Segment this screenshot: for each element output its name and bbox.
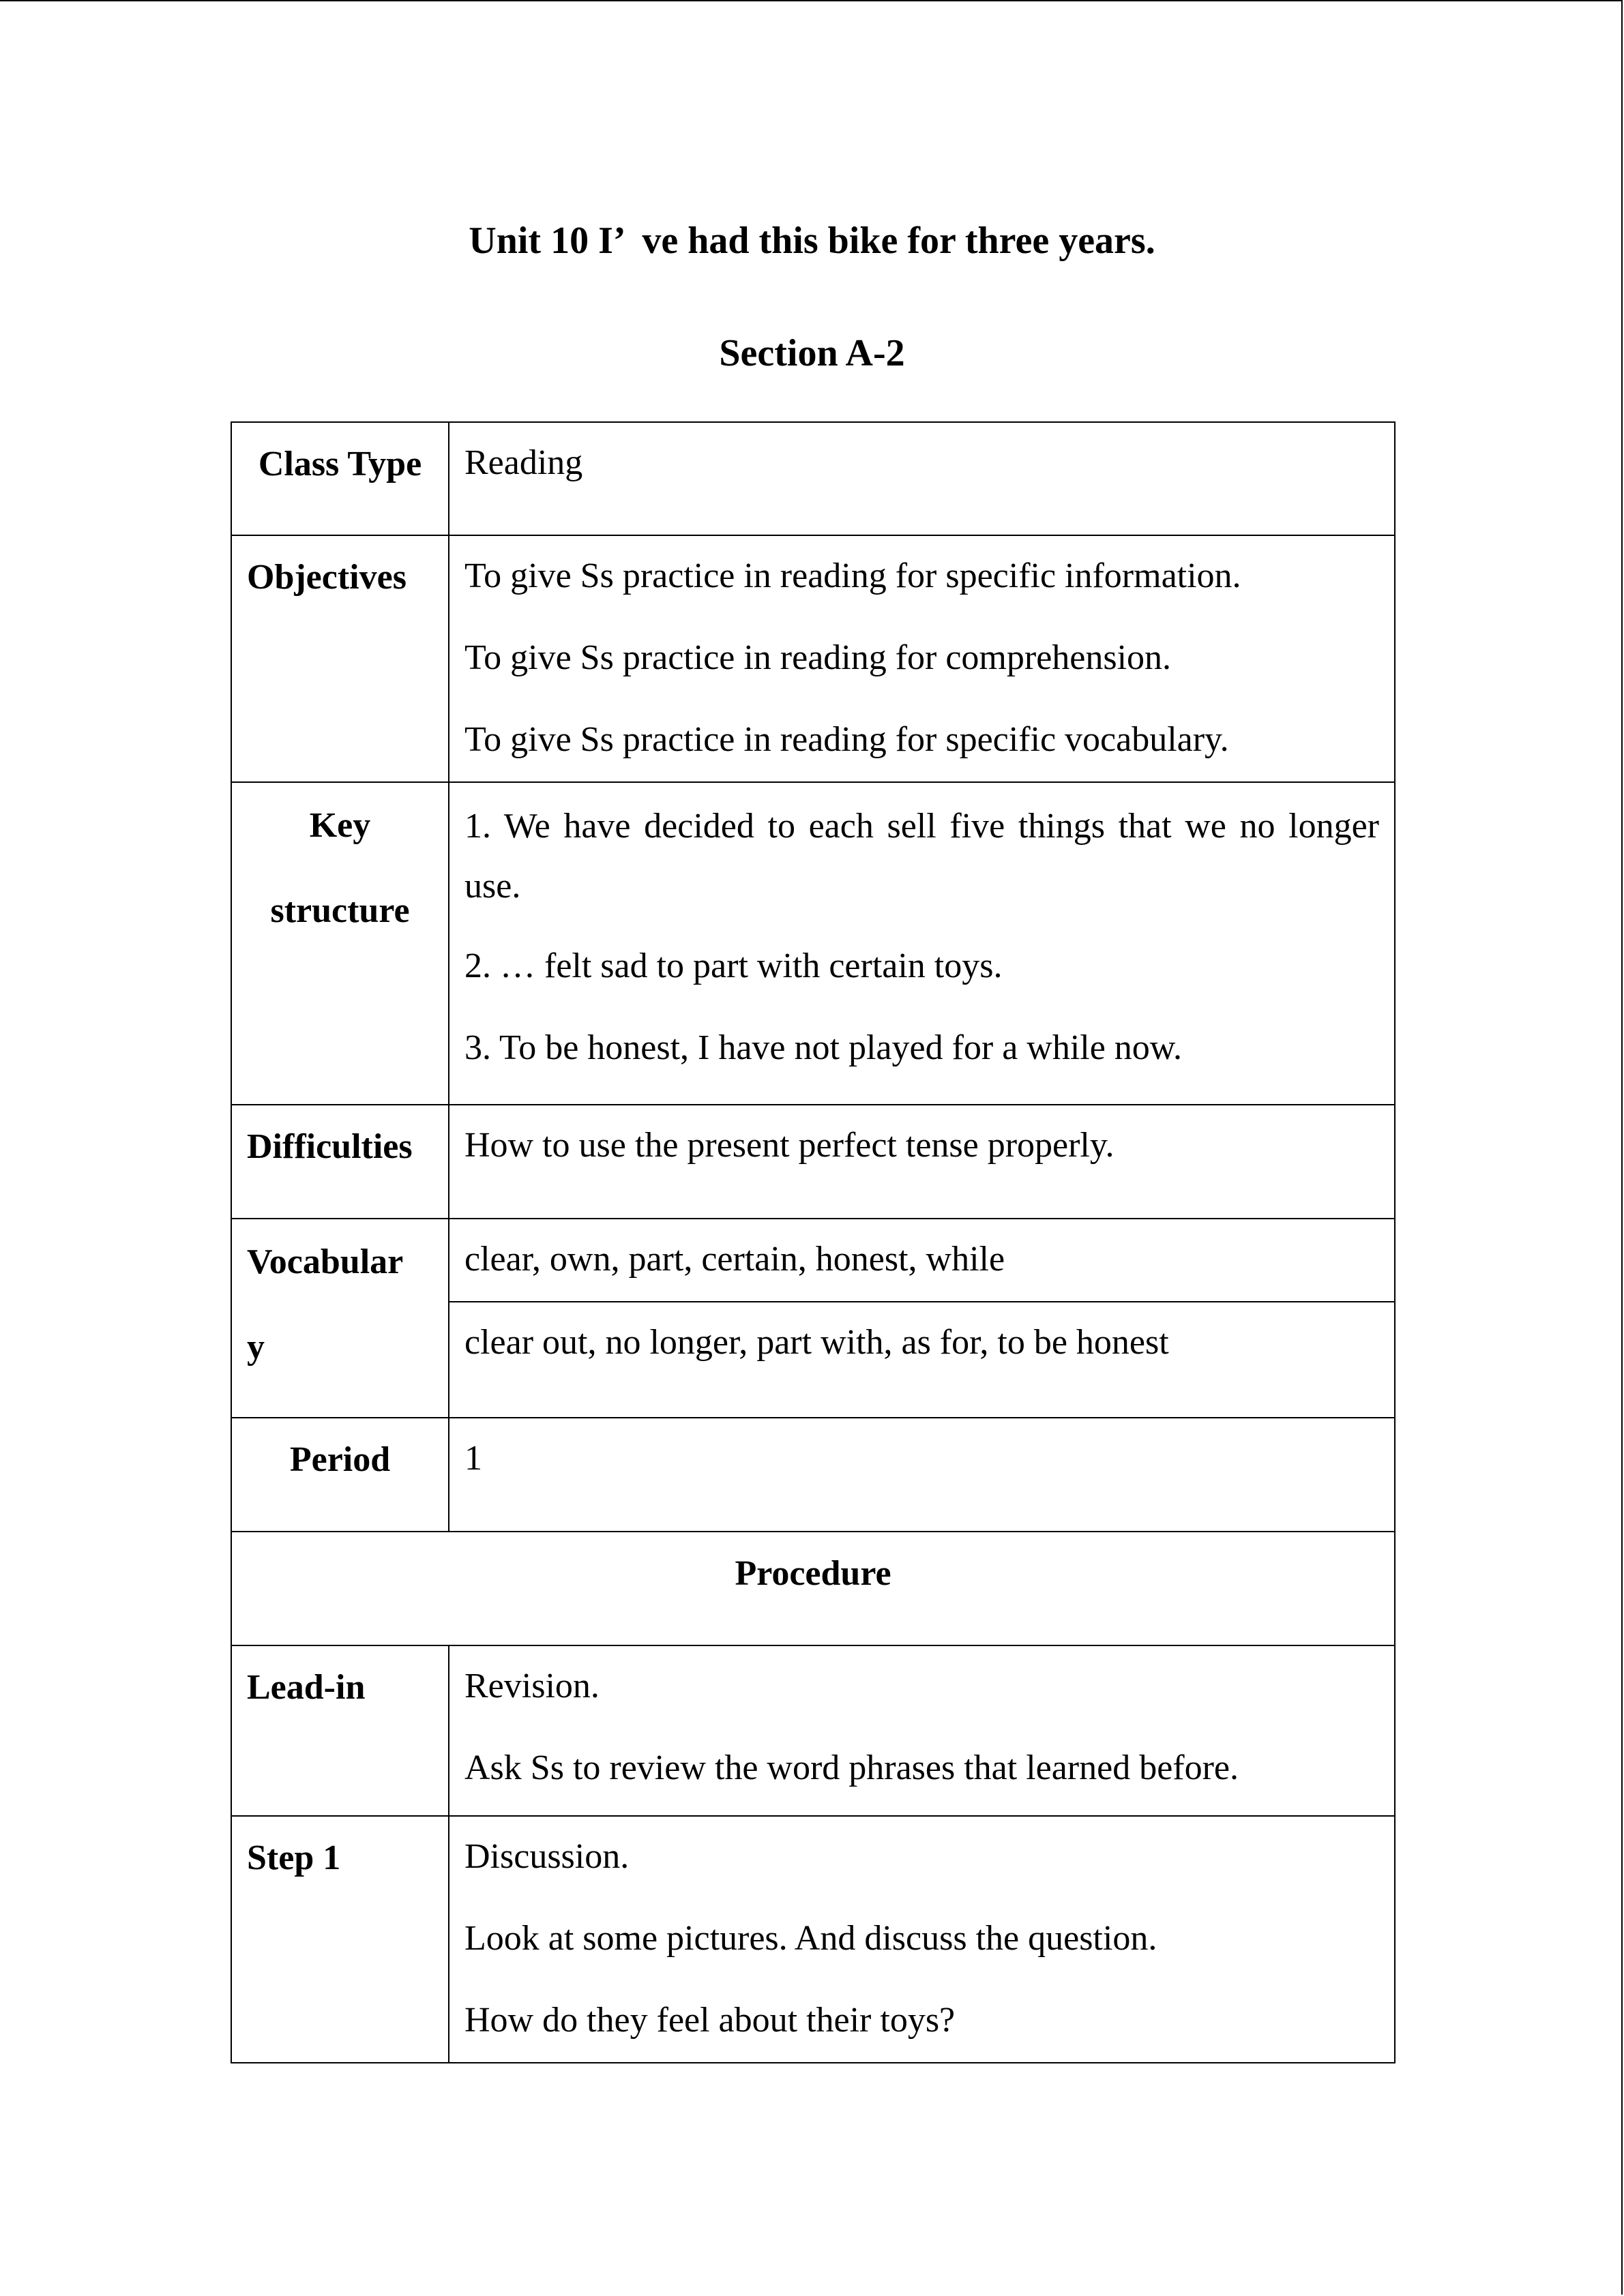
step1-item: How do they feel about their toys? bbox=[464, 2001, 956, 2040]
key-structure-label-line1: Key bbox=[309, 806, 371, 845]
vocabulary-phrases-cell bbox=[449, 1302, 1395, 1418]
objective-item: To give Ss practice in reading for comprehension. bbox=[464, 638, 1172, 677]
period-label: Period bbox=[289, 1440, 391, 1479]
key-structure-item: 2. … felt sad to part with certain toys. bbox=[464, 946, 1003, 985]
lesson-plan-table bbox=[231, 421, 1396, 2063]
procedure-heading-cell bbox=[231, 1532, 1395, 1645]
vocabulary-phrases: clear out, no longer, part with, as for, to be honest bbox=[464, 1323, 1169, 1362]
key-structure-item: 3. To be honest, I have not played for a while now. bbox=[464, 1028, 1182, 1067]
step1-label: Step 1 bbox=[247, 1838, 341, 1877]
class-type-label: Class Type bbox=[258, 445, 422, 483]
row-period bbox=[231, 1418, 1395, 1532]
document-title: Unit 10 I’ ve had this bike for three years. bbox=[469, 220, 1155, 262]
row-class-type bbox=[231, 422, 1395, 535]
lead-in-value-cell bbox=[449, 1645, 1395, 1816]
lead-in-label: Lead-in bbox=[247, 1668, 366, 1707]
class-type-label-cell bbox=[231, 422, 449, 535]
objective-item: To give Ss practice in reading for specific information. bbox=[464, 556, 1241, 595]
vocabulary-words: clear, own, part, certain, honest, while bbox=[464, 1240, 1005, 1279]
objectives-label-cell bbox=[231, 535, 449, 782]
row-procedure bbox=[231, 1532, 1395, 1645]
row-key-structure bbox=[231, 782, 1395, 1105]
difficulties-value: How to use the present perfect tense properly. bbox=[464, 1126, 1114, 1165]
procedure-heading: Procedure bbox=[735, 1554, 891, 1593]
objectives-label: Objectives bbox=[247, 558, 407, 597]
vocabulary-label-cell bbox=[231, 1219, 449, 1418]
vocabulary-label-line2: y bbox=[247, 1328, 265, 1367]
row-lead-in bbox=[231, 1645, 1395, 1816]
step1-item: Look at some pictures. And discuss the question. bbox=[464, 1919, 1157, 1958]
difficulties-value-cell bbox=[449, 1105, 1395, 1219]
key-structure-label-line2: structure bbox=[270, 891, 410, 930]
vocabulary-label-line1: Vocabular bbox=[247, 1242, 404, 1281]
difficulties-label: Difficulties bbox=[247, 1127, 413, 1166]
lead-in-label-cell bbox=[231, 1645, 449, 1816]
key-structure-label-cell bbox=[231, 782, 449, 1105]
row-step-1 bbox=[231, 1816, 1395, 2063]
step1-item: Discussion. bbox=[464, 1837, 630, 1876]
row-objectives bbox=[231, 535, 1395, 782]
section-title: Section A-2 bbox=[719, 332, 905, 374]
difficulties-label-cell bbox=[231, 1105, 449, 1219]
objectives-value-cell bbox=[449, 535, 1395, 782]
row-difficulties bbox=[231, 1105, 1395, 1219]
period-value-cell bbox=[449, 1418, 1395, 1532]
class-type-value: Reading bbox=[464, 443, 583, 482]
period-label-cell bbox=[231, 1418, 449, 1532]
key-structure-item: 1. We have decided to each sell five things that we no longer use. bbox=[464, 807, 1388, 906]
objective-item: To give Ss practice in reading for specific vocabulary. bbox=[464, 720, 1229, 759]
step1-label-cell bbox=[231, 1816, 449, 2063]
lead-in-item: Revision. bbox=[464, 1667, 600, 1705]
lead-in-item: Ask Ss to review the word phrases that learned before. bbox=[464, 1748, 1239, 1787]
step1-value-cell bbox=[449, 1816, 1395, 2063]
row-vocabulary-words bbox=[231, 1219, 1395, 1302]
vocabulary-words-cell bbox=[449, 1219, 1395, 1302]
class-type-value-cell bbox=[449, 422, 1395, 535]
key-structure-value-cell bbox=[449, 782, 1395, 1105]
period-value: 1 bbox=[464, 1439, 482, 1478]
